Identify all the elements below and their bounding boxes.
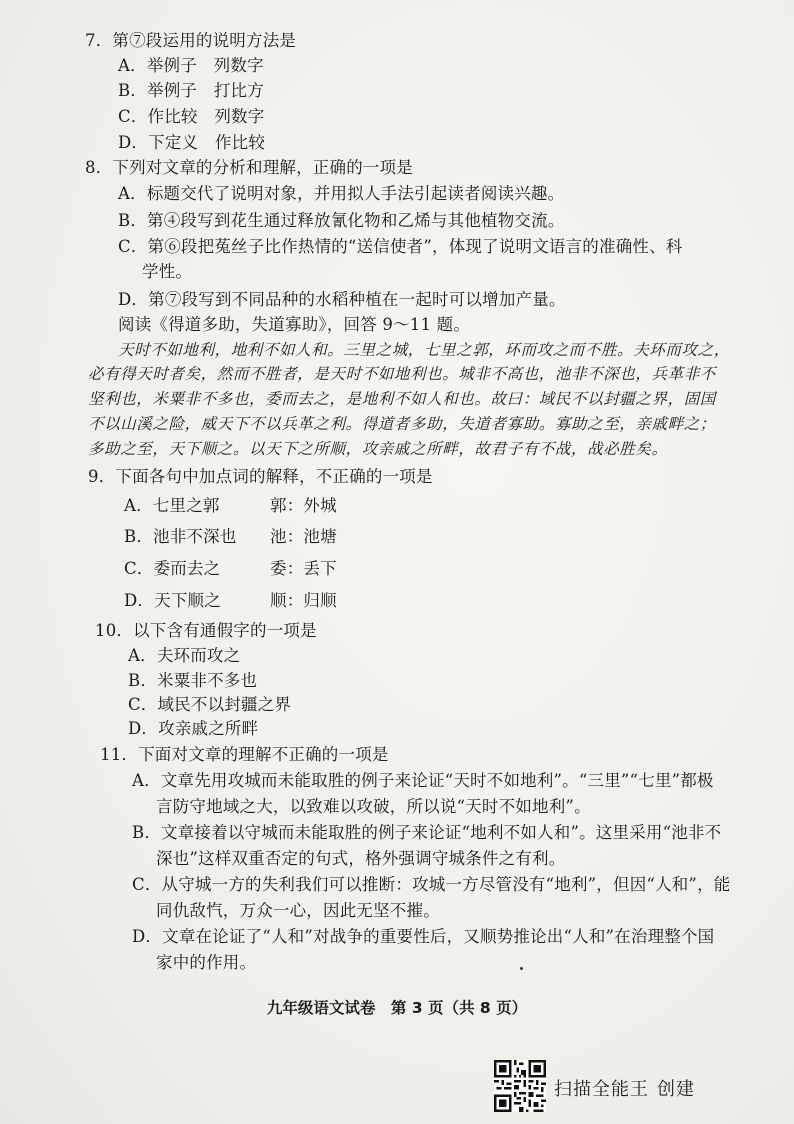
q8-option-c-line1: C．第⑥段把菟丝子比作热情的“送信使者”，体现了说明文语言的准确性、科 bbox=[118, 237, 683, 256]
q8-option-d: D．第⑦段写到不同品种的水稻种植在一起时可以增加产量。 bbox=[118, 290, 566, 309]
passage-line-5: 多助之至，天下顺之。以天下之所顺，攻亲戚之所畔，故君子有不战，战必胜矣。 bbox=[88, 440, 668, 458]
q9-option-d: D．天下顺之 bbox=[124, 591, 221, 610]
q11-option-a-line1: A．文章先用攻城而未能取胜的例子来论证“天时不如地利”。“三里”“七里”都极 bbox=[132, 771, 714, 790]
reading-intro: 阅读《得道多助，失道寡助》，回答 9～11 题。 bbox=[118, 315, 471, 334]
passage-line-3: 坚利也，米粟非不多也，委而去之，是地利不如人和也。故曰：域民不以封疆之界，固国 bbox=[88, 390, 716, 408]
q11-option-d-line2: 家中的作用。 bbox=[156, 953, 257, 972]
q8-stem: 8．下列对文章的分析和理解，正确的一项是 bbox=[85, 158, 413, 177]
q9-option-a-gloss: 郭：外城 bbox=[270, 496, 337, 515]
q11-option-c-line2: 同仇敌忾，万众一心，因此无坚不摧。 bbox=[156, 901, 440, 920]
q7-option-b: B．举例子 打比方 bbox=[118, 81, 264, 100]
q9-option-b-gloss: 池：池塘 bbox=[270, 527, 337, 546]
scanner-action: 创建 bbox=[657, 1079, 695, 1100]
q11-option-b-line2: 深也”这样双重否定的句式，格外强调守城条件之有利。 bbox=[156, 849, 566, 868]
q7-stem: 7．第⑦段运用的说明方法是 bbox=[85, 31, 297, 50]
q10-option-d: D．攻亲戚之所畔 bbox=[128, 719, 259, 738]
q7-option-d: D．下定义 作比较 bbox=[118, 133, 266, 152]
scanner-watermark bbox=[554, 1075, 695, 1101]
q11-stem: 11．下面对文章的理解不正确的一项是 bbox=[100, 745, 389, 764]
q11-option-a-line2: 言防守地域之大，以致难以攻破，所以说“天时不如地利”。 bbox=[156, 797, 591, 816]
q10-option-a: A．夫环而攻之 bbox=[128, 646, 241, 665]
q7-option-a: A．举例子 列数字 bbox=[118, 56, 264, 75]
passage-line-1: 天时不如地利，地利不如人和。三里之城，七里之郭，环而攻之而不胜。夫环而攻之， bbox=[118, 341, 730, 359]
passage-line-4: 不以山溪之险，威天下不以兵革之利。得道者多助，失道者寡助。寡助之至，亲戚畔之； bbox=[88, 415, 716, 433]
q8-option-b: B．第④段写到花生通过释放氰化物和乙烯与其他植物交流。 bbox=[118, 211, 565, 230]
q8-option-c-line2: 学性。 bbox=[142, 262, 193, 281]
q8-option-a: A．标题交代了说明对象，并用拟人手法引起读者阅读兴趣。 bbox=[118, 184, 565, 203]
passage-line-2: 必有得天时者矣，然而不胜者，是天时不如地利也。城非不高也，池非不深也，兵革非不 bbox=[88, 365, 716, 383]
q9-option-b: B．池非不深也 bbox=[124, 527, 237, 546]
stray-mark bbox=[520, 967, 523, 970]
page-footer: 九年级语文试卷 第 3 页（共 8 页） bbox=[266, 999, 528, 1017]
q10-option-b: B．米粟非不多也 bbox=[128, 671, 258, 690]
q9-option-c: C．委而去之 bbox=[124, 559, 221, 578]
q10-option-c: C．域民不以封疆之界 bbox=[128, 695, 292, 714]
q9-option-d-gloss: 顺：归顺 bbox=[270, 591, 337, 610]
q9-option-c-gloss: 委：丢下 bbox=[270, 559, 337, 578]
qr-code-icon bbox=[494, 1060, 546, 1112]
q9-option-a: A．七里之郭 bbox=[124, 496, 220, 515]
q7-option-c: C．作比较 列数字 bbox=[118, 107, 265, 126]
scanner-app-name: 扫描全能王 bbox=[554, 1079, 649, 1100]
q10-stem: 10．以下含有通假字的一项是 bbox=[95, 621, 317, 640]
q11-option-b-line1: B．文章接着以守城而未能取胜的例子来论证“地利不如人和”。这里采用“池非不 bbox=[132, 823, 722, 842]
q9-stem: 9．下面各句中加点词的解释，不正确的一项是 bbox=[88, 467, 433, 486]
q11-option-c-line1: C．从守城一方的失利我们可以推断：攻城一方尽管没有“地利”，但因“人和”，能 bbox=[132, 875, 731, 894]
q11-option-d-line1: D．文章在论证了“人和”对战争的重要性后，又顺势推论出“人和”在治理整个国 bbox=[132, 927, 715, 946]
